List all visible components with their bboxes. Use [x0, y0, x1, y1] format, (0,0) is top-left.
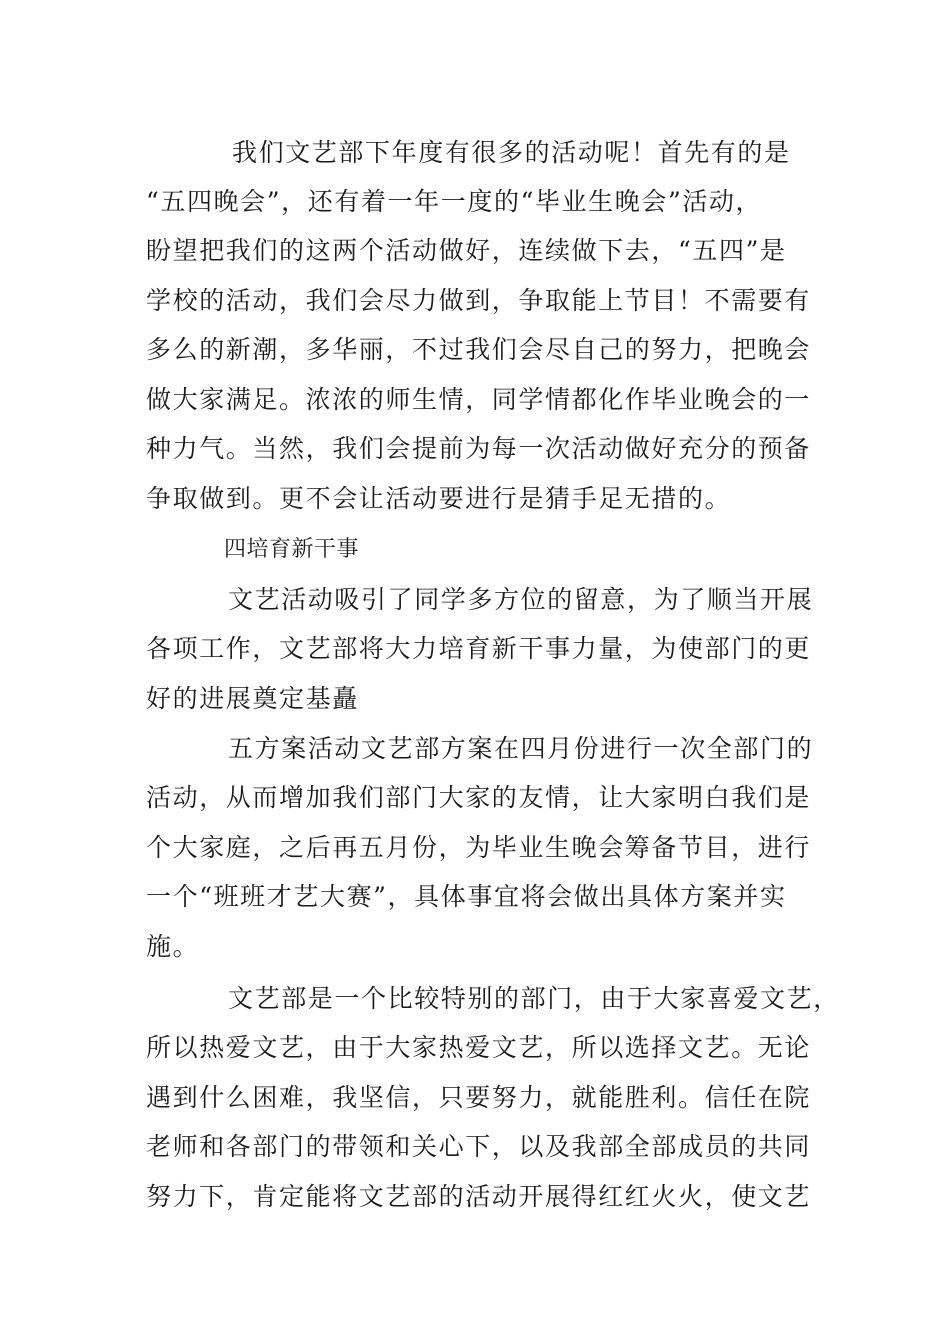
paragraph-3-line-4: 一个“班班才艺大赛”，具体事宜将会做出具体方案并实	[146, 882, 787, 911]
paragraph-3-line-5: 施。	[146, 932, 200, 961]
paragraph-3-line-2: 活动，从而增加我们部门大家的友情，让大家明白我们是	[146, 783, 812, 812]
paragraph-1-line-4: 学校的活动，我们会尽力做到，争取能上节目！不需要有	[146, 286, 812, 315]
paragraph-1-line-1: 我们文艺部下年度有很多的活动呢！首先有的是	[232, 138, 791, 167]
section-heading: 四培育新干事	[224, 537, 360, 562]
paragraph-2-line-2: 各项工作，文艺部将大力培育新干事力量，为使部门的更	[146, 634, 812, 663]
paragraph-4-line-3: 遇到什么困难，我坚信，只要努力，就能胜利。信任在院	[146, 1083, 812, 1112]
paragraph-4-line-5: 努力下，肯定能将文艺部的活动开展得红红火火，使文艺	[146, 1182, 812, 1211]
paragraph-1-line-5: 多么的新潮，多华丽，不过我们会尽自己的努力，把晚会	[146, 335, 812, 364]
paragraph-3-line-3: 个大家庭，之后再五月份，为毕业生晚会筹备节目，进行	[146, 833, 812, 862]
paragraph-2-line-1: 文艺活动吸引了同学多方位的留意，为了顺当开展	[228, 585, 814, 614]
paragraph-4-line-4: 老师和各部门的带领和关心下，以及我部全部成员的共同	[146, 1132, 812, 1161]
paragraph-4-line-2: 所以热爱文艺，由于大家热爱文艺，所以选择文艺。无论	[146, 1033, 812, 1062]
paragraph-3-line-1: 五方案活动文艺部方案在四月份进行一次全部门的	[228, 734, 814, 763]
paragraph-1-line-3: 盼望把我们的这两个活动做好，连续做下去，“五四”是	[146, 236, 787, 265]
paragraph-1-line-7: 种力气。当然，我们会提前为每一次活动做好充分的预备	[146, 434, 812, 463]
paragraph-2-line-3: 好的进展奠定基矗	[146, 684, 359, 713]
paragraph-1-line-2: “五四晚会”，还有着一年一度的“毕业生晚会”活动，	[146, 187, 763, 216]
paragraph-1-line-6: 做大家满足。浓浓的师生情，同学情都化作毕业晚会的一	[146, 385, 812, 414]
paragraph-4-line-1: 文艺部是一个比较特别的部门，由于大家喜爱文艺，	[228, 984, 840, 1013]
paragraph-1-line-8: 争取做到。更不会让活动要进行是猜手足无措的。	[146, 484, 732, 513]
